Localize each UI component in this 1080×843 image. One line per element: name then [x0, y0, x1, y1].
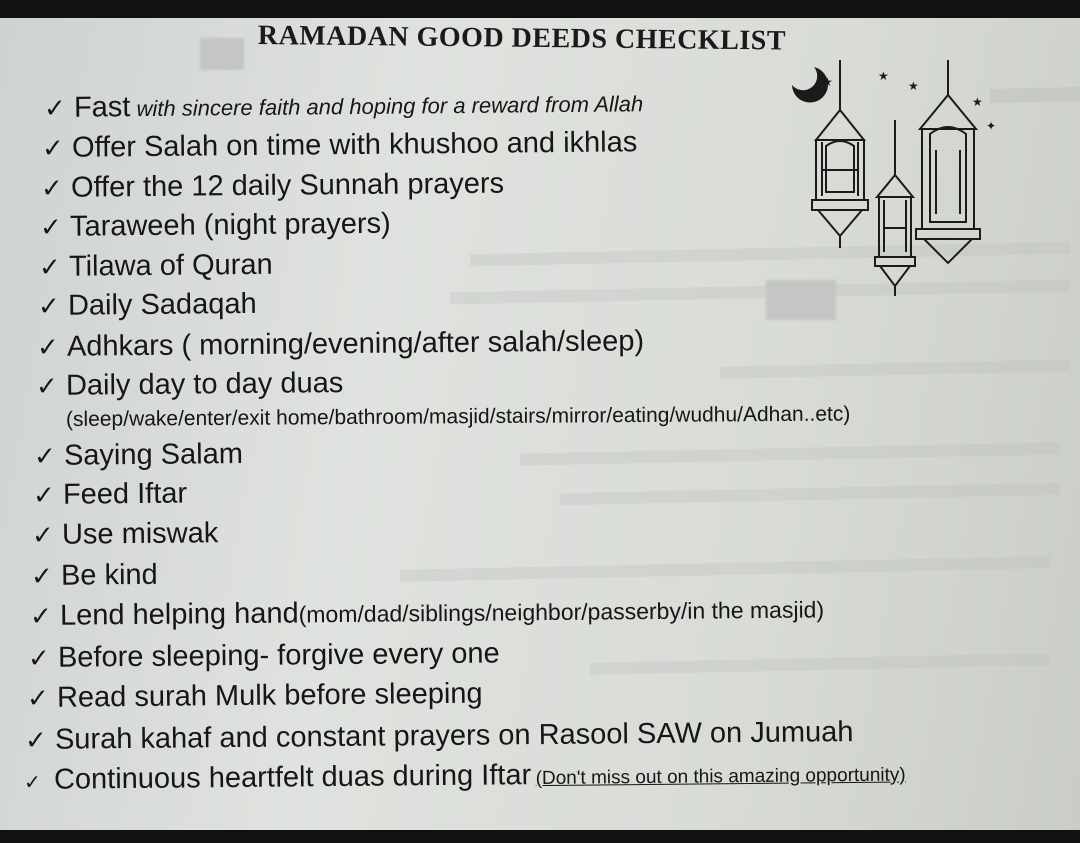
- list-item: ✓ Taraweeh (night prayers): [39, 207, 391, 243]
- check-icon: ✓: [36, 332, 59, 363]
- check-icon: ✓: [23, 769, 41, 794]
- list-item: ✓ Saying Salam: [33, 437, 244, 472]
- svg-text:★: ★: [878, 69, 889, 83]
- page-title: RAMADAN GOOD DEEDS CHECKLIST: [257, 20, 787, 57]
- check-icon: ✓: [26, 683, 49, 714]
- svg-text:★: ★: [822, 75, 833, 89]
- check-icon: ✓: [29, 601, 52, 632]
- list-item: ✓ Surah kahaf and constant prayers on Rasool SAW on Jumuah: [24, 716, 854, 756]
- check-icon: ✓: [27, 643, 50, 674]
- list-item: ✓ Daily day to day duas: [35, 367, 344, 402]
- note-text: (Don't miss out on this amazing opportunity): [535, 764, 906, 790]
- list-item: ✓ Fast with sincere faith and hoping for a reward from Allah: [43, 91, 644, 124]
- list-item: ✓ Offer the 12 daily Sunnah prayers: [40, 167, 505, 204]
- check-icon: ✓: [30, 561, 53, 592]
- duas-detail: (sleep/wake/enter/exit home/bathroom/masjid/stairs/mirror/eating/wudhu/Adhan..etc): [65, 402, 851, 431]
- list-item: ✓ Read surah Mulk before sleeping: [26, 677, 483, 714]
- check-icon: ✓: [24, 725, 47, 756]
- check-icon: ✓: [38, 252, 61, 283]
- check-icon: ✓: [35, 371, 58, 402]
- check-icon: ✓: [37, 291, 60, 322]
- list-item: ✓ Before sleeping- forgive every one: [27, 637, 500, 674]
- check-icon: ✓: [31, 520, 54, 551]
- list-item: ✓ Use miswak: [31, 517, 219, 551]
- check-icon: ✓: [32, 480, 55, 511]
- list-item: ✓ Be kind: [30, 558, 158, 592]
- list-item: ✓ Continuous heartfelt duas during Iftar (Don't miss out on this amazing opportunity): [23, 759, 906, 796]
- check-icon: ✓: [41, 133, 64, 164]
- svg-text:★: ★: [972, 95, 983, 109]
- check-icon: ✓: [33, 441, 56, 472]
- list-item: ✓ Adhkars ( morning/evening/after salah/sleep): [36, 325, 645, 363]
- list-item: ✓ Feed Iftar: [32, 477, 188, 511]
- check-icon: ✓: [39, 212, 62, 243]
- check-icon: ✓: [40, 173, 63, 204]
- list-item: ✓ Offer Salah on time with khushoo and ikhlas: [41, 126, 638, 164]
- list-item: ✓ Lend helping hand(mom/dad/siblings/neighbor/passerby/in the masjid): [29, 596, 825, 632]
- check-icon: ✓: [43, 93, 66, 124]
- list-item: ✓ Daily Sadaqah: [37, 287, 257, 322]
- list-item: ✓ Tilawa of Quran: [38, 248, 273, 283]
- svg-text:★: ★: [908, 79, 919, 93]
- svg-text:✦: ✦: [986, 119, 997, 133]
